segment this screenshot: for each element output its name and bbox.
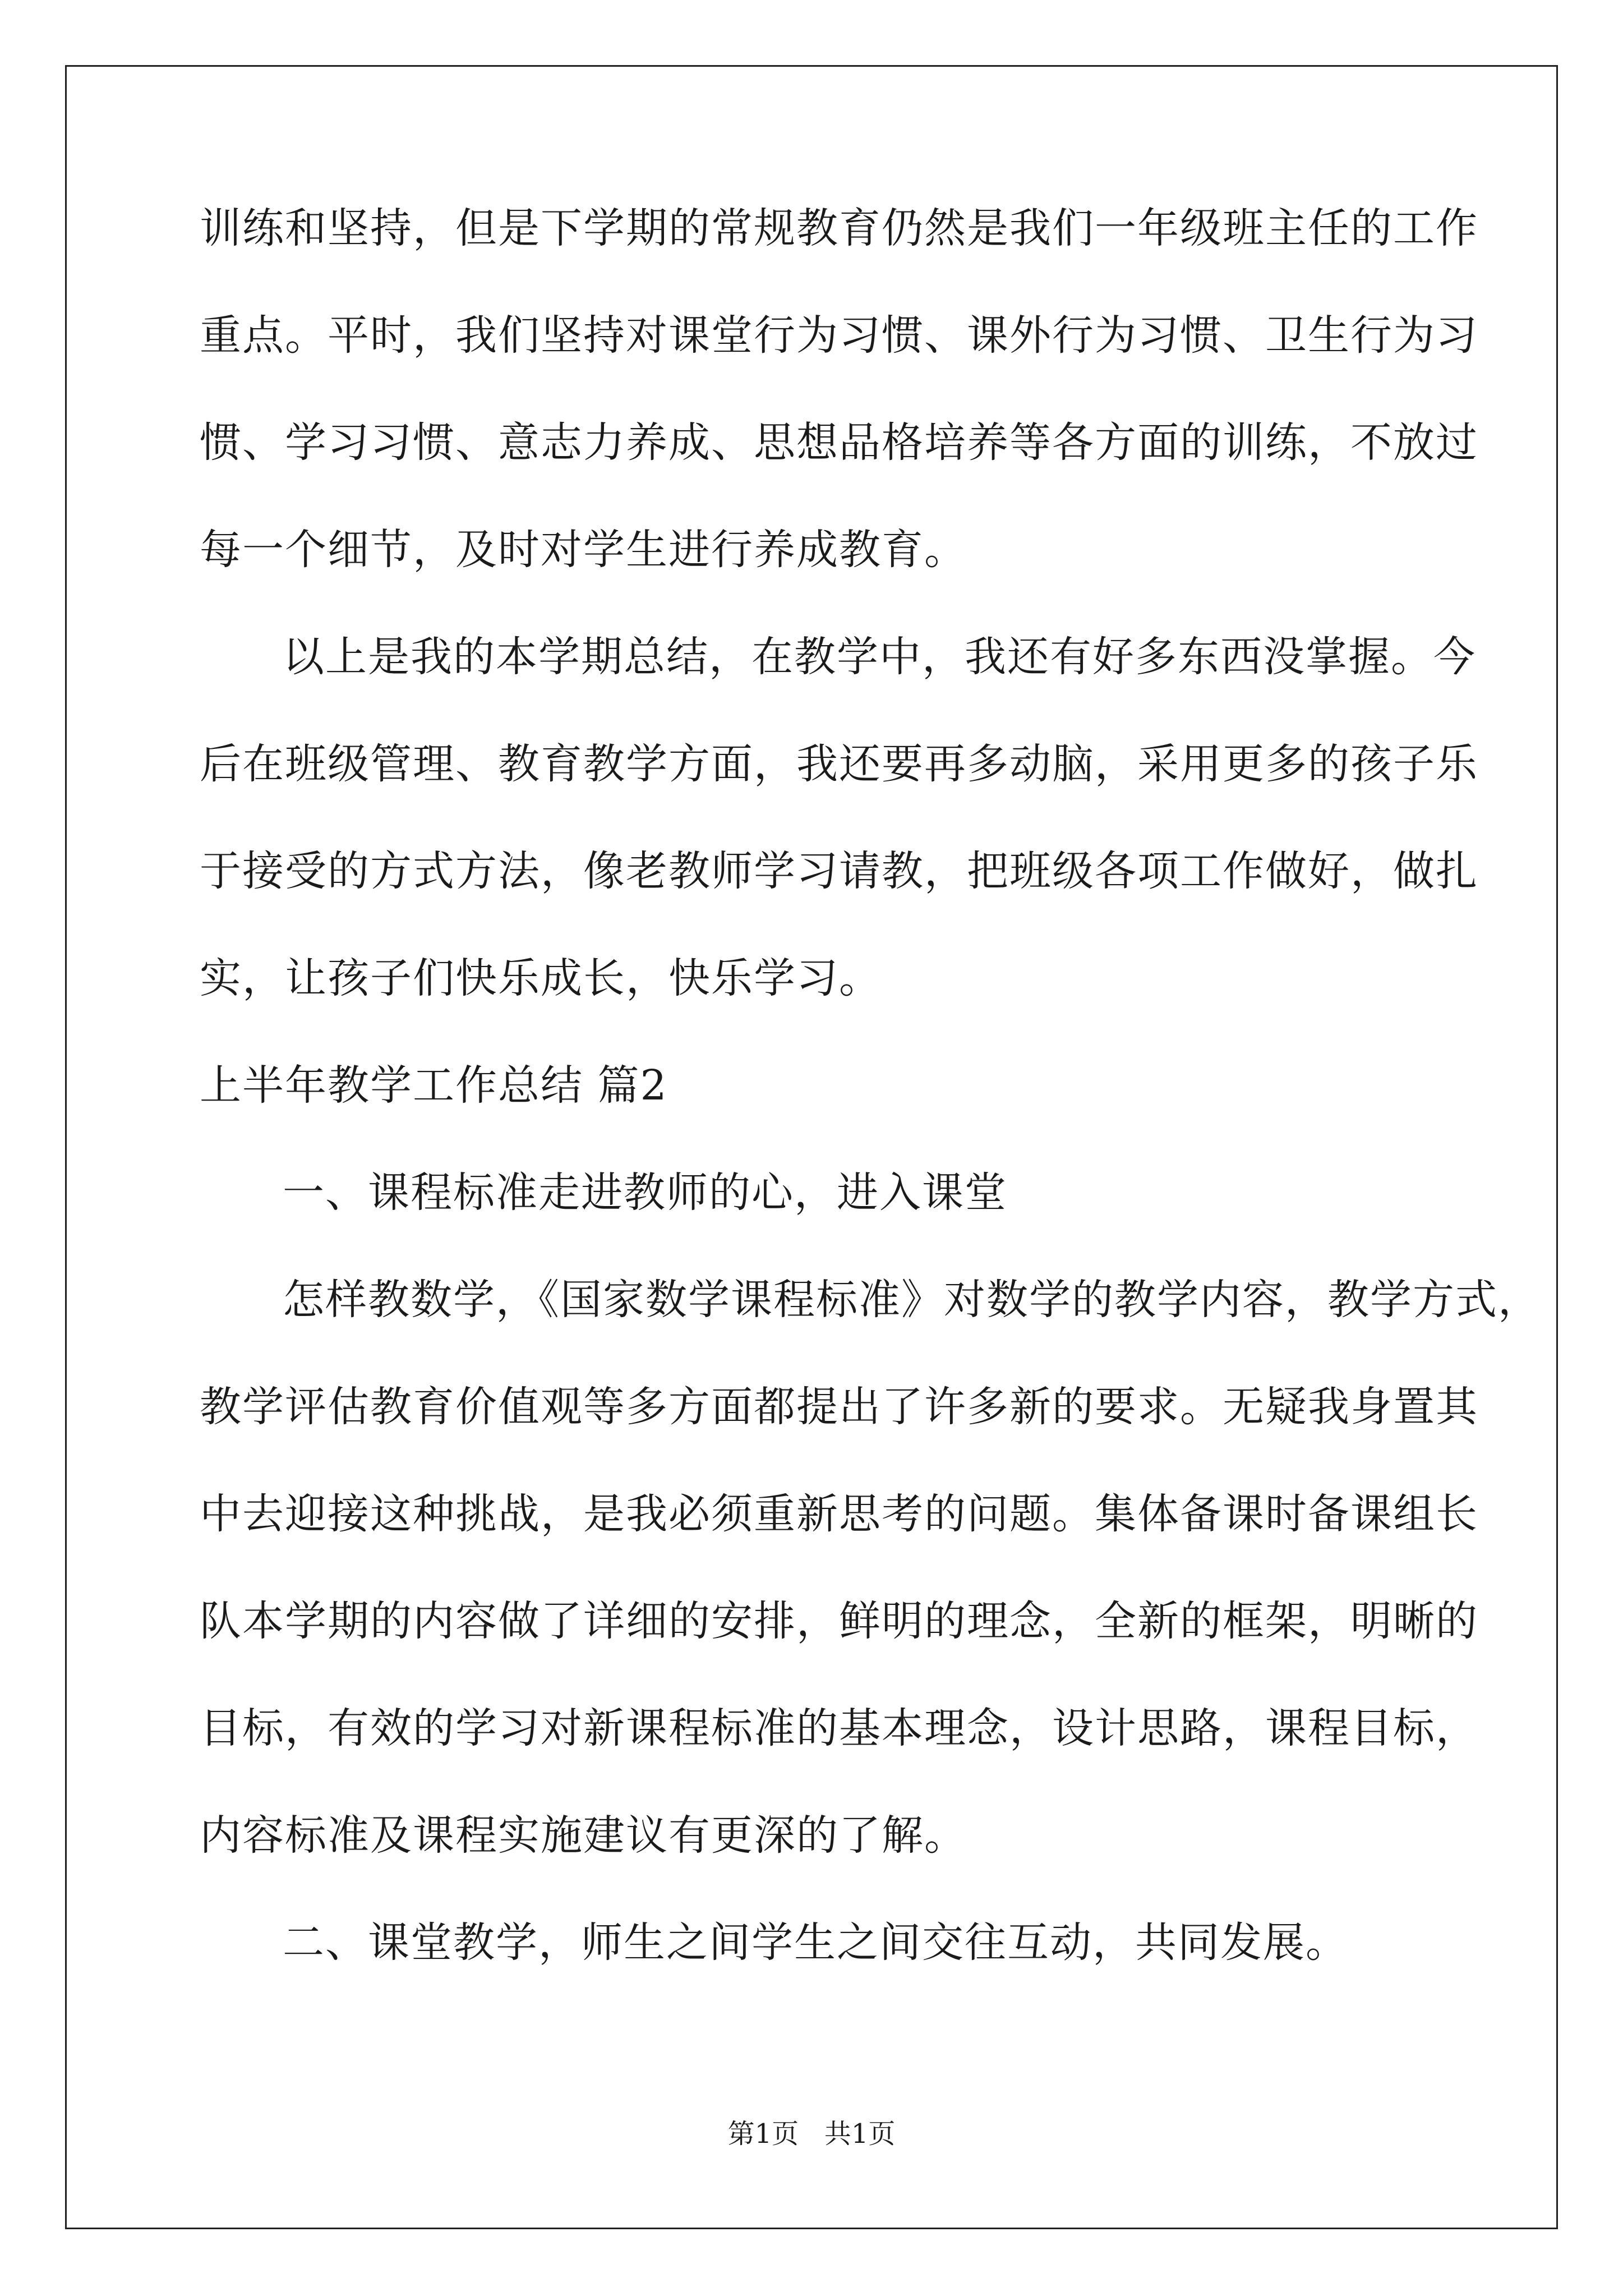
subheading: 二、课堂教学，师生之间学生之间交往互动，共同发展。 — [283, 1918, 1348, 1967]
text-line: 目标，有效的学习对新课程标准的基本理念，设计思路，课程目标， — [200, 1704, 1478, 1752]
subheading: 一、课程标准走进教师的心，进入课堂 — [283, 1168, 1007, 1217]
section-heading: 上半年教学工作总结 篇2 — [200, 1061, 668, 1110]
document-body — [200, 204, 1541, 2029]
text-line: 教学评估教育价值观等多方面都提出了许多新的要求。无疑我身置其 — [200, 1383, 1478, 1431]
text-line: 后在班级管理、教育教学方面，我还要再多动脑，采用更多的孩子乐 — [200, 740, 1478, 788]
text-line: 每一个细节，及时对学生进行养成教育。 — [200, 526, 967, 574]
text-line: 中去迎接这种挑战，是我必须重新思考的问题。集体备课时备课组长 — [200, 1490, 1478, 1538]
text-line: 重点。平时，我们坚持对课堂行为习惯、课外行为习惯、卫生行为习 — [200, 311, 1478, 360]
text-line: 训练和坚持，但是下学期的常规教育仍然是我们一年级班主任的工作 — [200, 204, 1478, 252]
text-line: 内容标准及课程实施建议有更深的了解。 — [200, 1811, 967, 1860]
text-line: 以上是我的本学期总结，在教学中，我还有好多东西没掌握。今 — [283, 633, 1476, 681]
text-line: 实，让孩子们快乐成长，快乐学习。 — [200, 954, 882, 1002]
text-line: 怎样教数学，《国家数学课程标准》对数学的教学内容，教学方式， — [283, 1276, 1541, 1324]
page-footer: 第1页 共1页 — [727, 2118, 896, 2150]
text-line: 队本学期的内容做了详细的安排，鲜明的理念，全新的框架，明晰的 — [200, 1597, 1478, 1645]
text-line: 于接受的方式方法，像老教师学习请教，把班级各项工作做好，做扎 — [200, 847, 1478, 895]
text-line: 惯、学习习惯、意志力养成、思想品格培养等各方面的训练，不放过 — [200, 418, 1478, 467]
